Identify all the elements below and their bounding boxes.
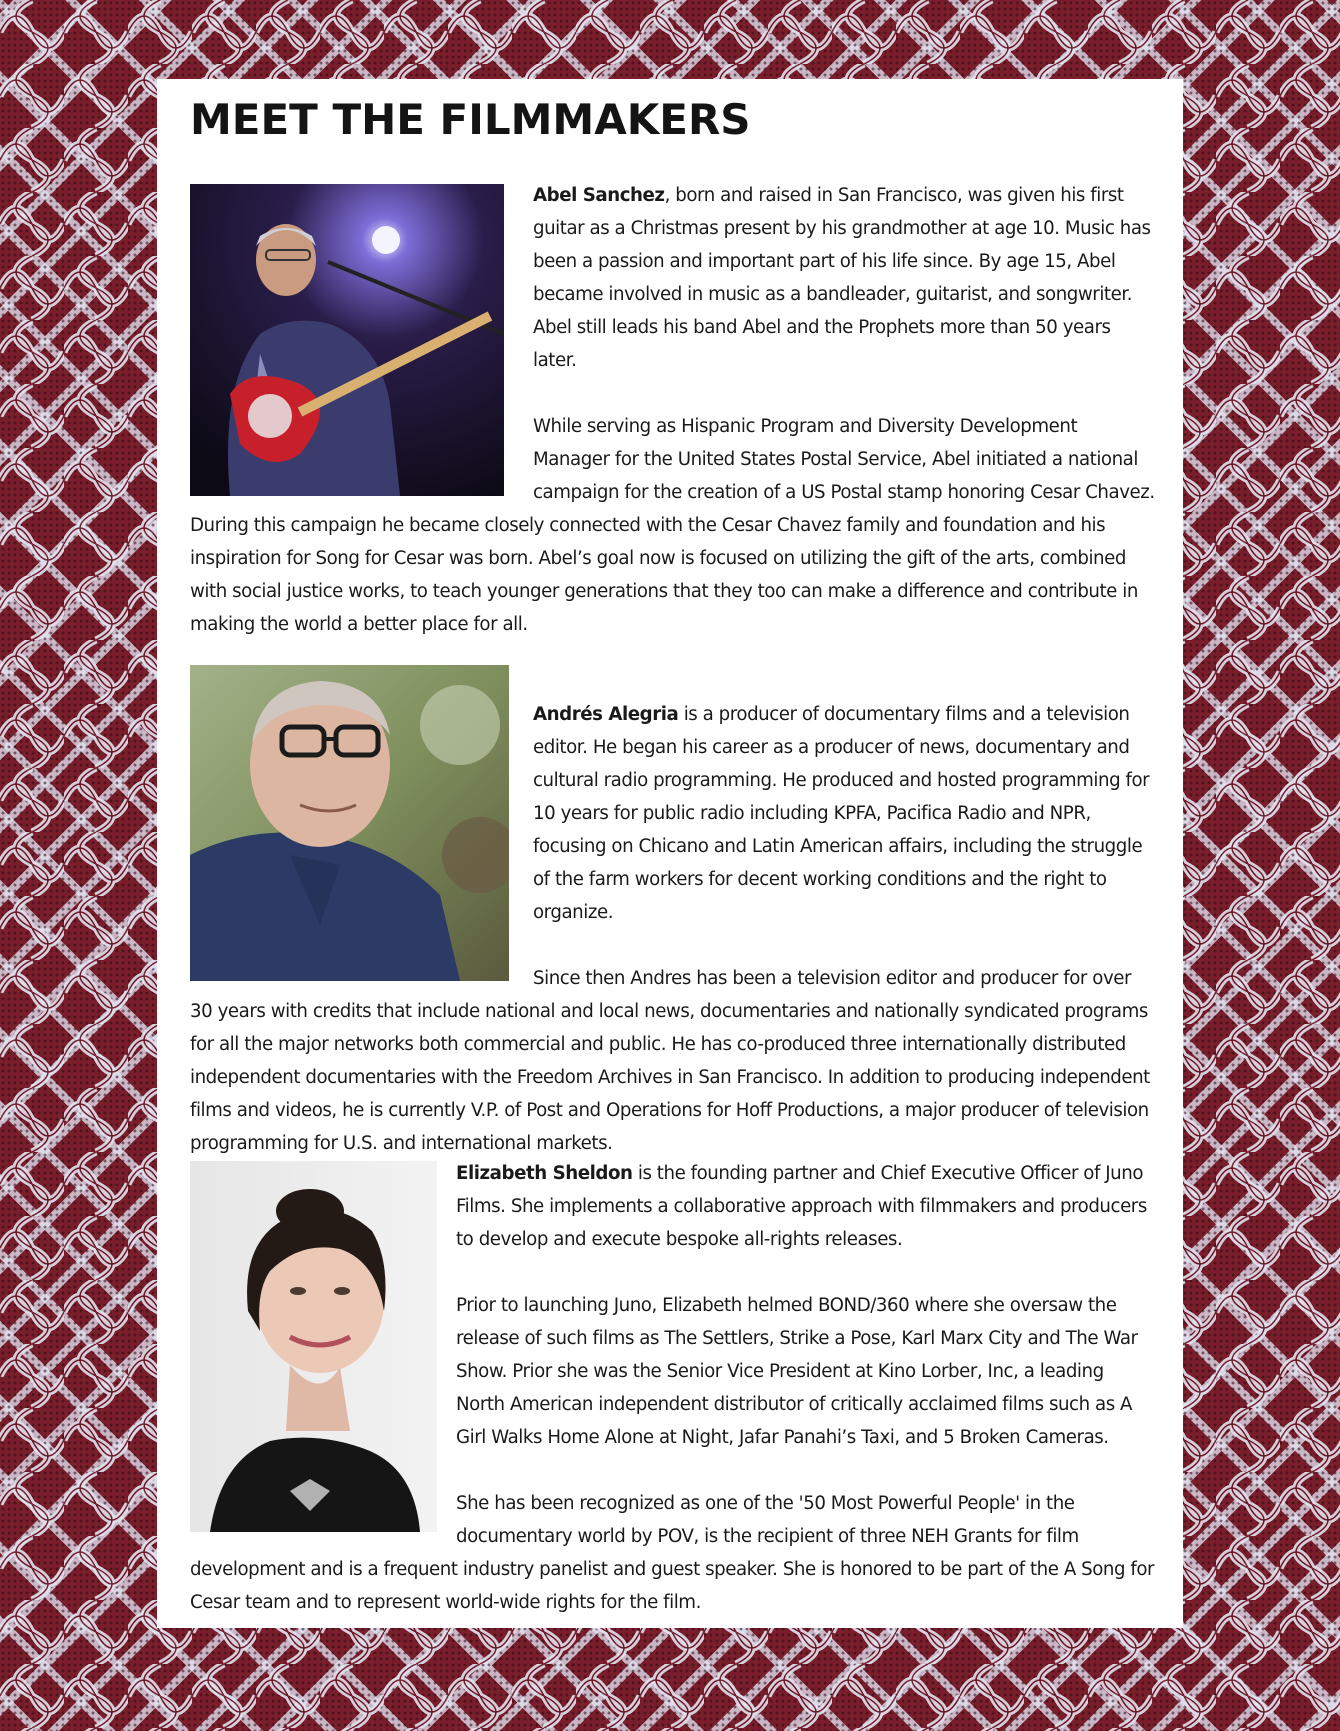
bio-paragraph: is the founding partner and Chief Executive Officer of Juno Films. She implements a collaborative approach with filmmakers and producers to develop and execute bespoke all-rights releases. (456, 1163, 1147, 1250)
andres-alegria-photo (190, 665, 509, 981)
page-title: MEET THE FILMMAKERS (190, 95, 751, 144)
bio-paragraph: , born and raised in San Francisco, was given his first guitar as a Christmas present by his grandmother at age 10. Music has been a passion and important part of his life since. By age 15, Abel became involved in music as a bandleader, guitarist, and songwriter. Abel still leads his band Abel and the Prophets more than 50 years later. (533, 185, 1151, 371)
filmmaker-bio-andres-alegria (190, 665, 1156, 1160)
filmmaker-name: Abel Sanchez (533, 185, 665, 206)
bio-paragraph: Since then Andres has been a television editor and producer for over 30 years with credits that include national and local news, documentaries and nationally syndicated programs for all the major networks both commercial and public. He has co-produced three internationally distributed independent documentaries with the Freedom Archives in San Francisco. In addition to producing independent films and videos, he is currently V.P. of Post and Operations for Hoff Productions, a major producer of television programming for U.S. and international markets. (190, 968, 1150, 1154)
bio-paragraph: is a producer of documentary films and a television editor. He began his career as a producer of news, documentary and cultural radio programming. He produced and hosted programming for 10 years for public radio including KPFA, Pacifica Radio and NPR, focusing on Chicano and Latin American affairs, including the struggle of the farm workers for decent working conditions and the right to organize. (533, 704, 1150, 923)
filmmaker-name: Elizabeth Sheldon (456, 1163, 633, 1184)
bio-paragraph: While serving as Hispanic Program and Diversity Development Manager for the United States Postal Service, Abel initiated a national campaign for the creation of a US Postal stamp honoring Cesar Chavez. During this campaign he became closely connected with the Cesar Chavez family and foundation and his inspiration for Song for Cesar was born. Abel’s goal now is focused on utilizing the gift of the arts, combined with social justice works, to teach younger generations that they too can make a difference and contribute in making the world a better place for all. (190, 416, 1155, 635)
bio-paragraph: She has been recognized as one of the '50 Most Powerful People' in the documentary world by POV, is the recipient of three NEH Grants for film development and is a frequent industry panelist and guest speaker. She is honored to be part of the A Song for Cesar team and to represent world-wide rights for the film. (190, 1493, 1155, 1613)
content-panel (157, 79, 1183, 1628)
elizabeth-sheldon-photo (190, 1161, 437, 1532)
bio-paragraph: Prior to launching Juno, Elizabeth helmed BOND/360 where she oversaw the release of such films as The Settlers, Strike a Pose, Karl Marx City and The War Show. Prior she was the Senior Vice President at Kino Lorber, Inc, a leading North American independent distributor of critically acclaimed films such as A Girl Walks Home Alone at Night, Jafar Panahi’s Taxi, and 5 Broken Cameras. (456, 1295, 1138, 1448)
filmmaker-bio-abel-sanchez (190, 179, 1156, 641)
filmmaker-name: Andrés Alegria (533, 704, 679, 725)
abel-sanchez-photo (190, 184, 504, 496)
filmmaker-bio-elizabeth-sheldon (190, 1157, 1156, 1619)
